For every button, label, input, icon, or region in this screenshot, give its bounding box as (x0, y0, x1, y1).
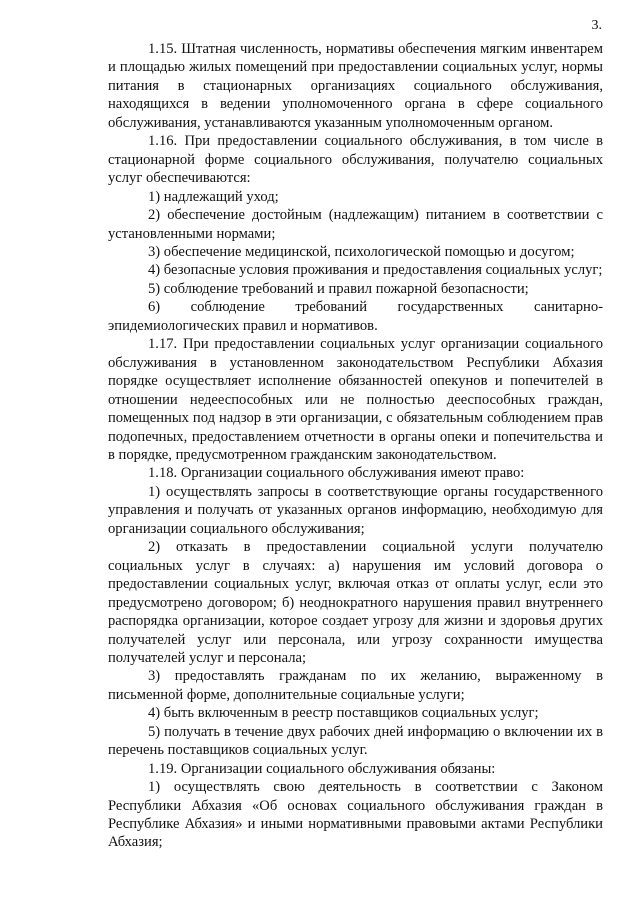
document-body (108, 40, 603, 852)
list-item: 1) надлежащий уход; (148, 188, 279, 205)
list-item: 3) предоставлять гражданам по их желанию, выраженному в письменной форме, дополнительные социальные услуги; (108, 668, 603, 703)
list-item: 3) обеспечение медицинской, психологической помощью и досугом; (148, 243, 575, 260)
list-item: 2) отказать в предоставлении социальной услуги получателю социальных услуг в случаях: а) нарушения им условий договора о предоставлении социальных услуг, включая отказ от оплаты услуг, если это предусмотрено договором; б) неоднократного нарушения правил внутреннего распорядка организации, которое создает угрозу для жизни и здоровья других получателей услуг или персонала, или угрозу сохранности имущества получателей услуг и персонала; (108, 539, 603, 666)
paragraph-1-17: 1.17. При предоставлении социальных услуг организации социального обслуживания в установленном законодательством Республики Абхазия порядке осуществляет исполнение обязанностей опекунов и попечителей в отношении недееспособных или не полностью дееспособных граждан, помещенных под надзор в эти организации, с обязательным соблюдением прав подопечных, предоставлением отчетности в органы опеки и попечительства и в порядке, предусмотренном гражданским законодательством. (108, 336, 603, 463)
paragraph-1-16: 1.16. При предоставлении социального обслуживания, в том числе в стационарной форме социального обслуживания, получателю социальных услуг обеспечиваются: (108, 133, 603, 187)
list-item: 5) получать в течение двух рабочих дней информацию о включении их в перечень поставщиков социальных услуг. (108, 723, 603, 759)
page-number: 3. (591, 18, 602, 33)
list-item: 5) соблюдение требований и правил пожарной безопасности; (148, 280, 529, 297)
list-item: 1) осуществлять запросы в соответствующие органы государственного управления и получать от указанных органов информацию, необходимую для организации социального обслуживания; (108, 483, 603, 537)
paragraph-1-18: 1.18. Организации социального обслуживания имеют право: (148, 465, 525, 482)
list-item: 6) соблюдение требований государственных санитарно-эпидемиологических правил и нормативов. (108, 299, 603, 334)
list-item: 2) обеспечение достойным (надлежащим) питанием в соответствии с установленными нормами; (108, 207, 603, 242)
list-item: 1) осуществлять свою деятельность в соответствии с Законом Республики Абхазия «Об основах социального обслуживания граждан в Республике Абхазия» и иными нормативными правовыми актами Республики Абхазия; (108, 779, 603, 851)
paragraph-1-19: 1.19. Организации социального обслуживания обязаны: (148, 760, 496, 777)
list-item: 4) быть включенным в реестр поставщиков социальных услуг; (148, 705, 539, 722)
list-item: 4) безопасные условия проживания и предоставления социальных услуг; (148, 262, 603, 279)
paragraph-1-15: 1.15. Штатная численность, нормативы обеспечения мягким инвентарем и площадью жилых помещений при предоставлении социальных услуг, нормы питания в стационарных организациях социального обслуживания, находящихся в ведении уполномоченного органа в сфере социального обслуживания, устанавливаются указанным уполномоченным органом. (108, 41, 603, 131)
